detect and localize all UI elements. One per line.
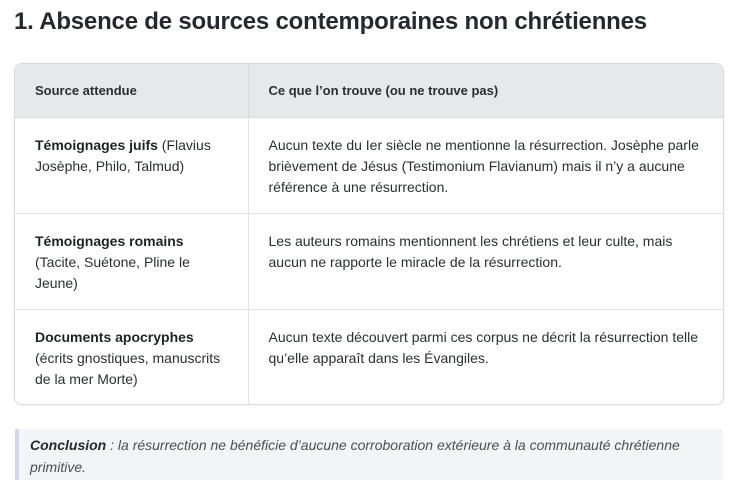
table-header-row	[15, 64, 723, 117]
sources-table	[15, 64, 723, 405]
table-row	[15, 213, 723, 309]
source-examples: (écrits gnostiques, manuscrits de la mer Morte)	[35, 349, 221, 387]
source-examples: (Tacite, Suétone, Pline le Jeune)	[35, 253, 190, 291]
finding-cell: Aucun texte du Ier siècle ne mentionne la résurrection. Josèphe parle brièvement de Jésus (Testimonium Flavianum) mais il n’y a aucune référence à une résurrection.	[248, 117, 723, 213]
section-heading: 1. Absence de sources contemporaines non chrétiennes	[14, 8, 647, 35]
conclusion-text: : la résurrection ne bénéficie d’aucune corroboration extérieure à la communauté chrétienne primitive.	[30, 437, 680, 475]
table-row	[15, 309, 723, 405]
conclusion-label: Conclusion	[30, 437, 107, 453]
finding-cell: Aucun texte découvert parmi ces corpus ne décrit la résurrection telle qu’elle apparaît dans les Évangiles.	[248, 309, 723, 405]
source-cell	[15, 309, 248, 405]
table-row	[15, 117, 723, 213]
source-cell	[15, 213, 248, 309]
finding-cell: Les auteurs romains mentionnent les chrétiens et leur culte, mais aucun ne rapporte le miracle de la résurrection.	[248, 213, 723, 309]
column-header-source: Source attendue	[15, 64, 248, 117]
sources-table-container	[14, 63, 724, 405]
source-examples: (Flavius Josèphe, Philo, Talmud)	[35, 136, 211, 174]
source-name: Témoignages romains	[35, 232, 184, 249]
source-name: Documents apocryphes	[35, 328, 194, 345]
source-name: Témoignages juifs	[35, 136, 158, 153]
conclusion-blockquote	[15, 429, 723, 480]
source-cell	[15, 117, 248, 213]
column-header-finding: Ce que l’on trouve (ou ne trouve pas)	[248, 64, 723, 117]
